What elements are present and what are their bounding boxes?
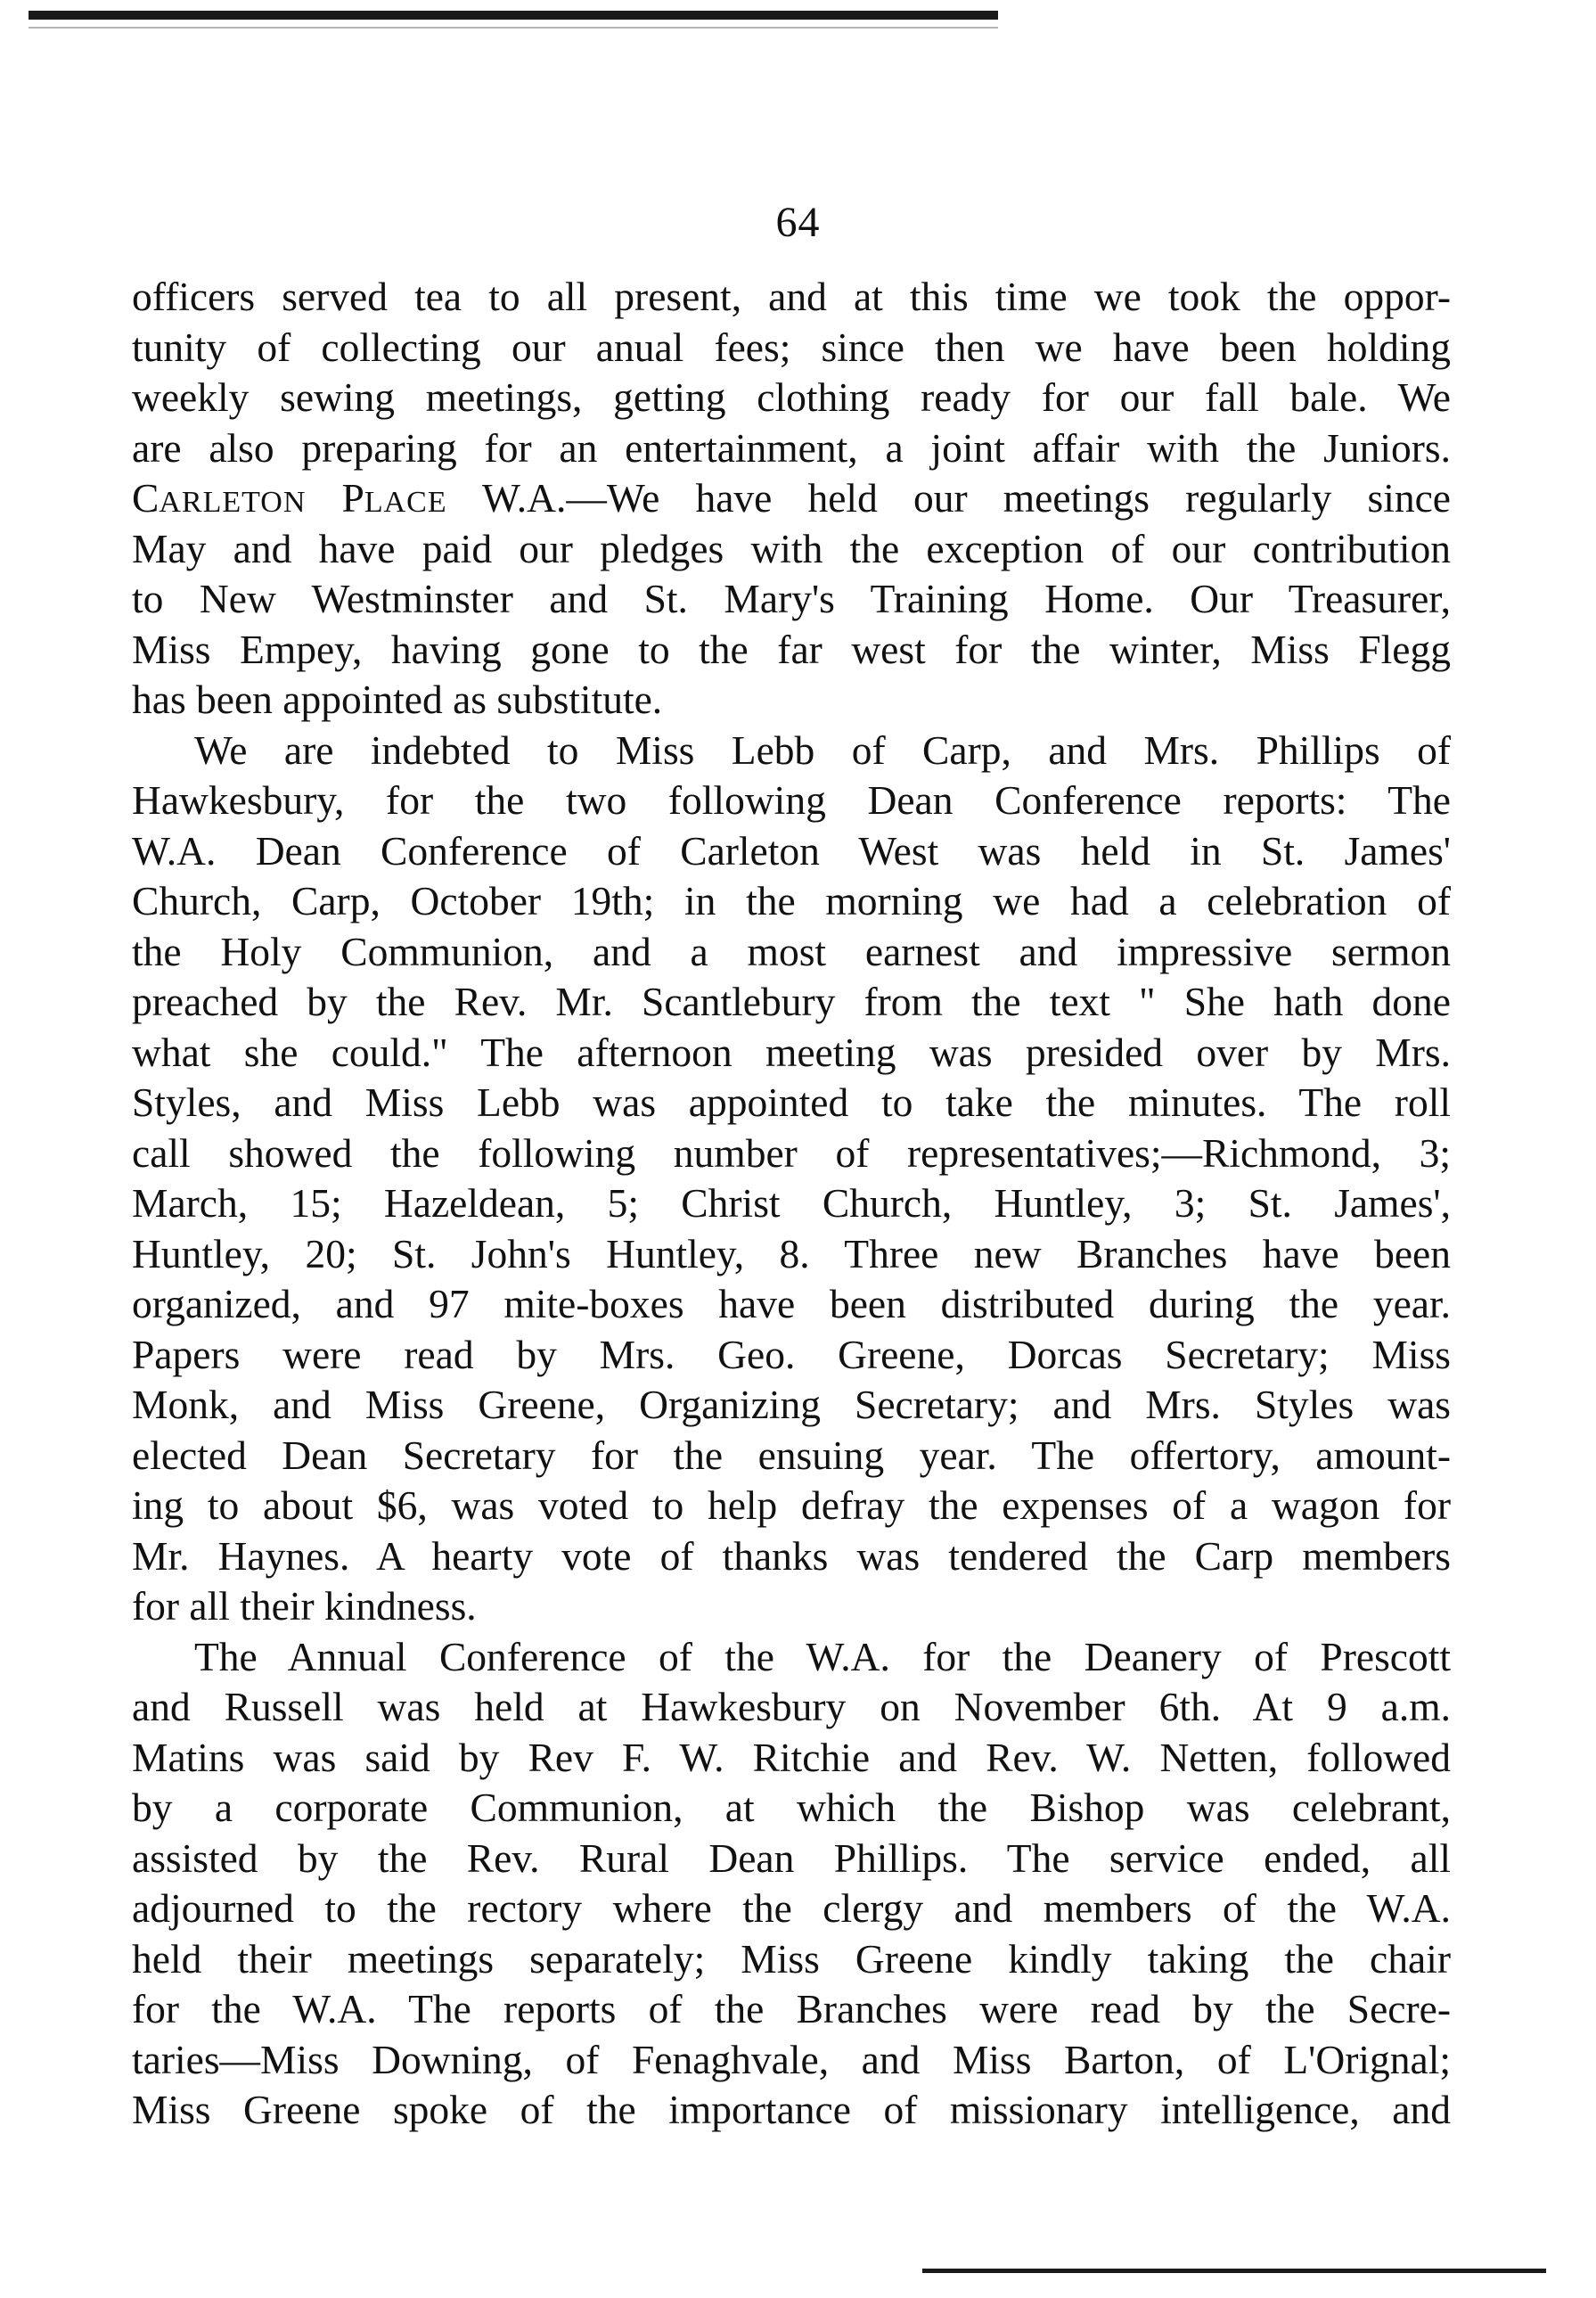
text-line: the Holy Communion, and a most earnest and impressive sermon [132, 928, 1451, 974]
top-rule [29, 11, 998, 20]
text-line: Hawkesbury, for the two following Dean Conference reports: The [132, 777, 1451, 823]
text-line-carleton-heading: CARLETON PLACE W.A.—We have held our meetings regularly since [132, 475, 1451, 521]
text-line: by a corporate Communion, at which the Bishop was celebrant, [132, 1785, 1451, 1830]
branch-name: CARLETON PLACE [132, 475, 447, 521]
bottom-rule [922, 2269, 1546, 2273]
text-line: May and have paid our pledges with the exception of our contribution [132, 525, 1451, 571]
page-number: 64 [775, 199, 821, 246]
text-line: Miss Empey, having gone to the far west for the winter, Miss Flegg [132, 626, 1451, 672]
text-line: call showed the following number of representatives;—Richmond, 3; [132, 1129, 1451, 1176]
body-text [132, 272, 1451, 2136]
text-line: to New Westminster and St. Mary's Training Home. Our Treasurer, [132, 576, 1451, 621]
text-line: W.A. Dean Conference of Carleton West was held in St. James' [132, 827, 1451, 874]
text-line: for all their kindness. [132, 1583, 477, 1629]
text-line: assisted by the Rev. Rural Dean Phillips. The service ended, all [132, 1834, 1451, 1881]
text-line: The Annual Conference of the W.A. for the Deanery of Prescott [194, 1633, 1451, 1679]
text-line: Huntley, 20; St. John's Huntley, 8. Three new Branches have been [132, 1230, 1451, 1276]
text-line: and Russell was held at Hawkesbury on November 6th. At 9 a.m. [132, 1684, 1451, 1729]
text-line: Mr. Haynes. A hearty vote of thanks was tendered the Carp members [132, 1532, 1451, 1579]
text-line: Church, Carp, October 19th; in the morning we had a celebration of [132, 878, 1451, 923]
text-line: held their meetings separately; Miss Greene kindly taking the chair [132, 1935, 1451, 1982]
text-line: We are indebted to Miss Lebb of Carp, and Mrs. Phillips of [194, 726, 1451, 773]
text-line: preached by the Rev. Mr. Scantlebury from the text " She hath done [132, 979, 1451, 1024]
text-line: organized, and 97 mite-boxes have been distributed during the year. [132, 1281, 1451, 1326]
text-line: ing to about $6, was voted to help defray the expenses of a wagon for [132, 1482, 1451, 1528]
text-line: March, 15; Hazeldean, 5; Christ Church, Huntley, 3; St. James', [132, 1180, 1451, 1226]
text-line: adjourned to the rectory where the clergy and members of the W.A. [132, 1885, 1451, 1931]
text-line: elected Dean Secretary for the ensuing year. The offertory, amount- [132, 1432, 1451, 1478]
text-line: weekly sewing meetings, getting clothing ready for our fall bale. We [132, 374, 1451, 420]
text-line: Matins was said by Rev F. W. Ritchie and Rev. W. Netten, followed [132, 1734, 1451, 1780]
text-line: Miss Greene spoke of the importance of missionary intelligence, and [132, 2087, 1451, 2132]
text-line: Papers were read by Mrs. Geo. Greene, Dorcas Secretary; Miss [132, 1331, 1451, 1377]
top-rule-shadow [29, 27, 998, 29]
text-line: for the W.A. The reports of the Branches were read by the Secre- [132, 1986, 1451, 2031]
text-line: tunity of collecting our anual fees; since then we have been holding [132, 324, 1451, 370]
text-line: are also preparing for an entertainment, a joint affair with the Juniors. [132, 424, 1451, 471]
text-line: what she could." The afternoon meeting was presided over by Mrs. [132, 1029, 1451, 1075]
text-line: officers served tea to all present, and at this time we took the oppor- [132, 274, 1451, 319]
text-line: Monk, and Miss Greene, Organizing Secretary; and Mrs. Styles was [132, 1382, 1451, 1427]
text-line: taries—Miss Downing, of Fenaghvale, and Miss Barton, of L'Orignal; [132, 2036, 1451, 2082]
text-line: Styles, and Miss Lebb was appointed to take the minutes. The roll [132, 1079, 1451, 1125]
text-line: has been appointed as substitute. [132, 677, 663, 722]
